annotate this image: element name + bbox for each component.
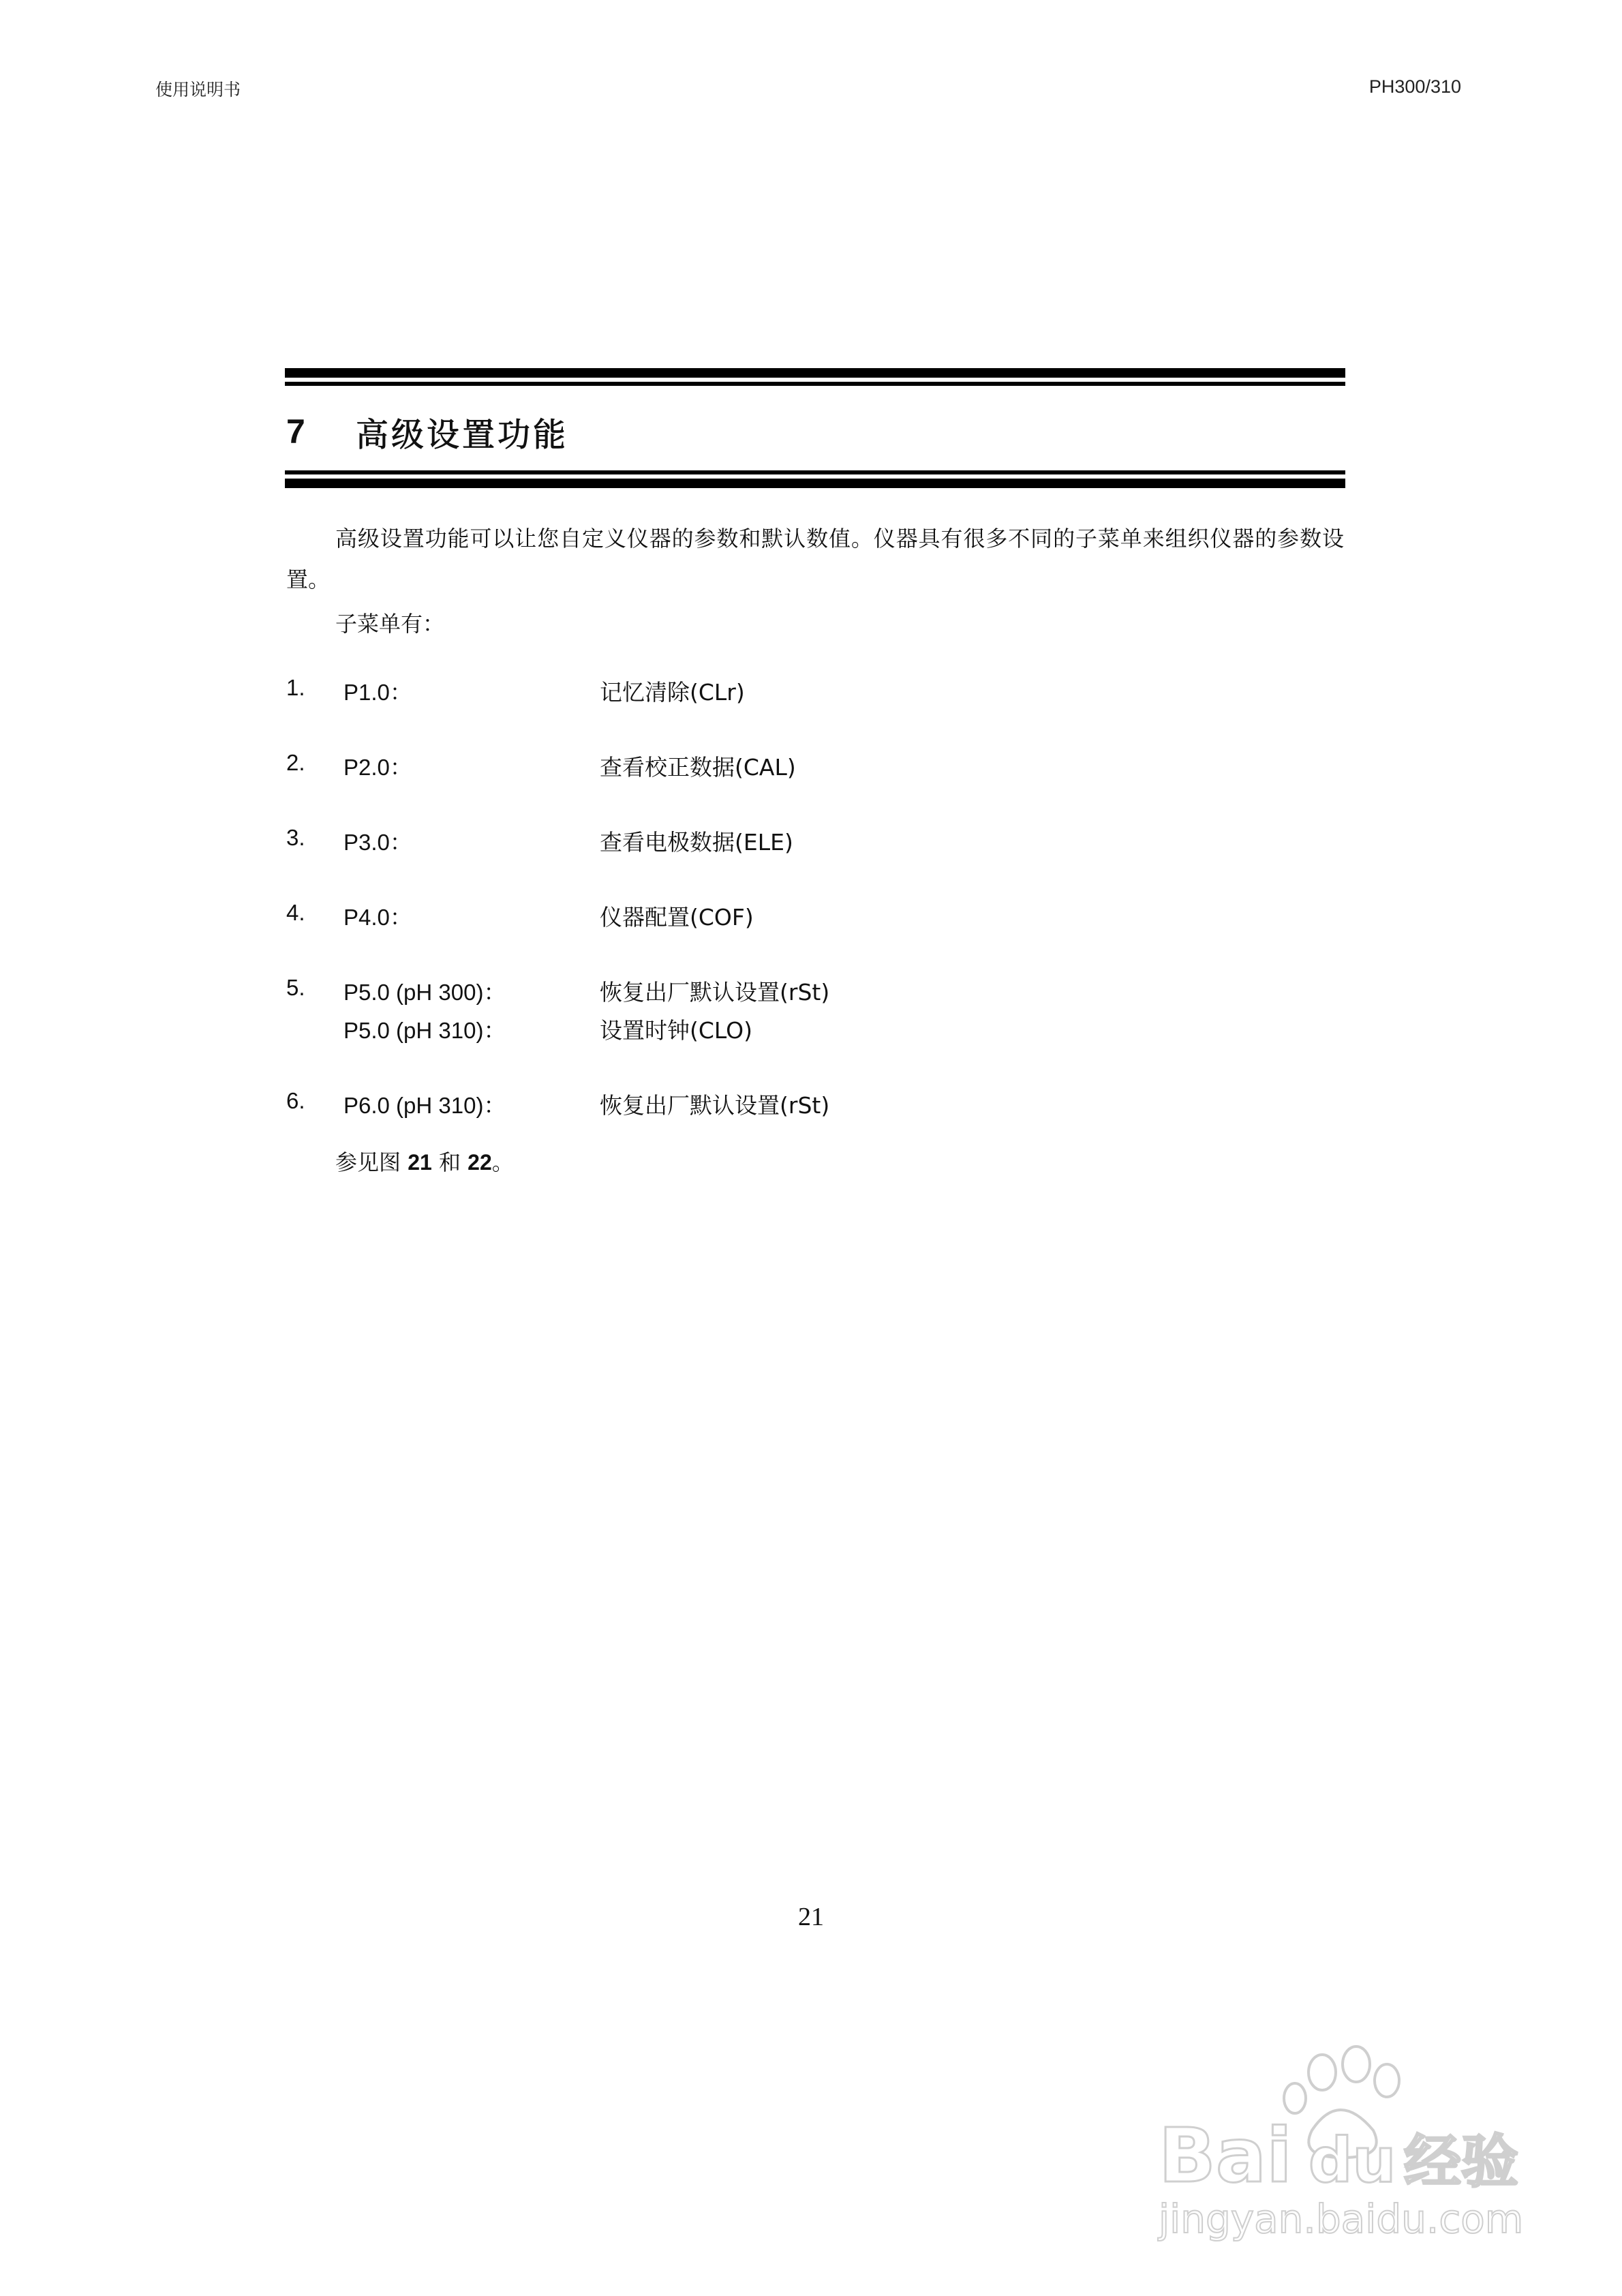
watermark-url: jingyan.baidu.com	[1159, 2196, 1524, 2242]
menu-description: 恢复出厂默认设置(rSt)	[600, 1092, 830, 1119]
see-also-suffix: 。	[491, 1149, 514, 1175]
running-header-left: 使用说明书	[155, 80, 241, 100]
chapter-heading	[286, 408, 568, 455]
watermark-brand-du: du	[1309, 2125, 1396, 2196]
see-also-note	[335, 1145, 514, 1177]
chapter-title: 高级设置功能	[356, 415, 569, 454]
menu-code: P4.0：	[343, 905, 412, 930]
item-number: 1.	[286, 675, 305, 700]
menu-code: P6.0 (pH 310)：	[343, 1093, 506, 1118]
menu-description: 恢复出厂默认设置(rSt)	[600, 979, 830, 1006]
chapter-number: 7	[286, 412, 305, 451]
item-number: 5.	[286, 975, 305, 1000]
menu-description: 仪器配置(COF)	[600, 904, 754, 931]
baidu-jingyan-watermark	[1152, 2038, 1533, 2243]
menu-code: P5.0 (pH 310)：	[343, 1018, 506, 1043]
running-header-right: PH300/310	[1368, 76, 1461, 97]
page-number: 21	[798, 1903, 824, 1931]
menu-code: P5.0 (pH 300)：	[343, 980, 506, 1005]
intro-text: 高级设置功能可以让您自定义仪器的参数和默认数值。仪器具有很多不同的子菜单来组织仪器的参数设置。	[286, 526, 1344, 592]
menu-description: 设置时钟(CLO)	[600, 1017, 752, 1044]
item-number: 2.	[286, 750, 305, 775]
intro-paragraph	[286, 518, 1344, 600]
watermark-cn: 经验	[1404, 2128, 1519, 2195]
menu-description: 查看校正数据(CAL)	[600, 754, 796, 781]
menu-description: 查看电极数据(ELE)	[600, 829, 793, 856]
item-number: 4.	[286, 900, 305, 925]
menu-code: P3.0：	[343, 830, 412, 855]
see-also-joiner: 和	[431, 1149, 468, 1175]
watermark-brand: Bai	[1159, 2112, 1292, 2199]
item-number: 3.	[286, 825, 305, 850]
menu-description: 记忆清除(CLr)	[600, 679, 745, 706]
figure-ref-22: 22	[468, 1150, 492, 1175]
menu-code: P2.0：	[343, 755, 412, 780]
figure-ref-21: 21	[408, 1150, 432, 1175]
item-number: 6.	[286, 1088, 305, 1113]
menu-code: P1.0：	[343, 680, 412, 705]
submenu-label: 子菜单有：	[335, 611, 445, 637]
see-also-prefix: 参见图	[335, 1149, 408, 1175]
